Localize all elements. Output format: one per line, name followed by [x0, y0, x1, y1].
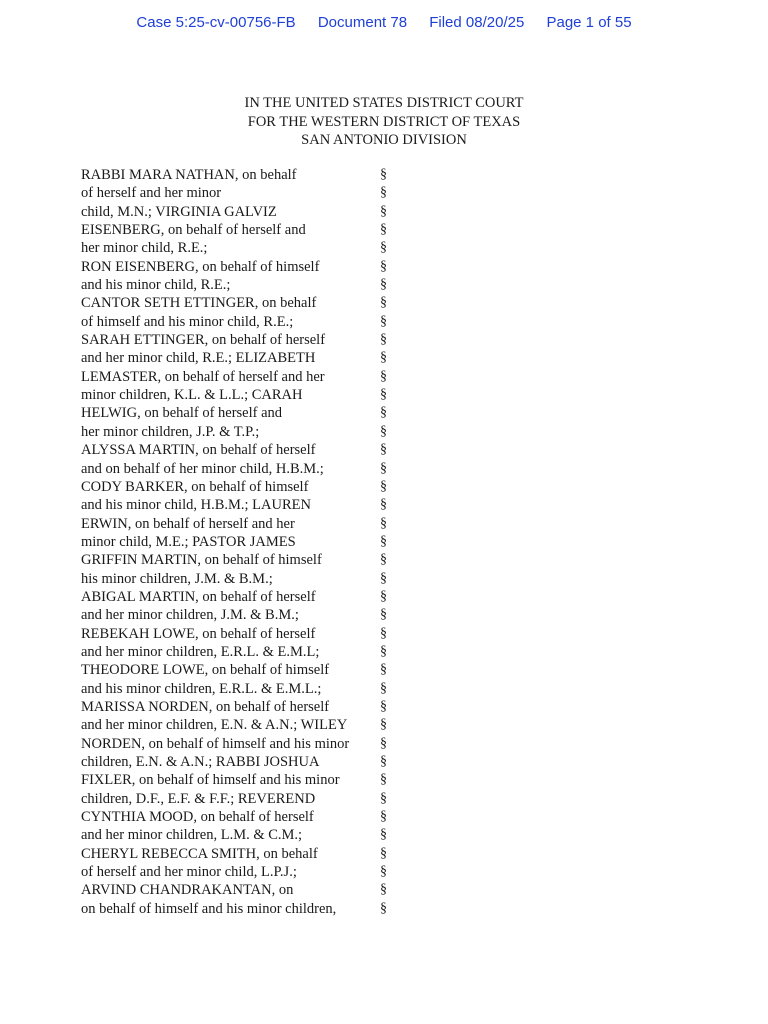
- party-text: ARVIND CHANDRAKANTAN, on: [81, 882, 294, 899]
- caption-row: [81, 753, 401, 771]
- caption-row: [81, 478, 401, 496]
- party-text: her minor children, J.P. & T.P.;: [81, 423, 260, 440]
- case-caption: [81, 166, 401, 918]
- party-text: ERWIN, on behalf of herself and her: [81, 515, 295, 532]
- party-text: SARAH ETTINGER, on behalf of herself: [81, 332, 326, 349]
- party-text: and her minor children, E.R.L. & E.M.L;: [81, 643, 320, 660]
- party-text: REBEKAH LOWE, on behalf of herself: [81, 625, 316, 642]
- party-text: children, E.N. & A.N.; RABBI JOSHUA: [81, 754, 320, 770]
- document-number: Document 78: [317, 14, 408, 31]
- party-text: and his minor child, H.B.M.; LAUREN: [81, 497, 311, 514]
- section-symbol: §: [380, 772, 387, 788]
- ecf-filing-header: [0, 14, 768, 31]
- caption-row: [81, 441, 401, 459]
- court-district-line: FOR THE WESTERN DISTRICT OF TEXAS: [247, 113, 521, 130]
- section-symbol: §: [380, 295, 387, 311]
- section-symbol: §: [380, 240, 387, 256]
- caption-row: [81, 166, 401, 184]
- section-symbol: §: [380, 423, 387, 439]
- party-text: and her minor children, E.N. & A.N.; WILEY: [81, 717, 348, 734]
- party-text: FIXLER, on behalf of himself and his minor: [81, 772, 340, 789]
- caption-row: [81, 294, 401, 312]
- party-text: of herself and her minor: [81, 185, 222, 202]
- party-text: CODY BARKER, on behalf of himself: [81, 478, 309, 495]
- caption-row: [81, 790, 401, 808]
- section-symbol: §: [380, 387, 387, 403]
- section-symbol: §: [380, 515, 387, 531]
- party-text: on behalf of himself and his minor children,: [81, 900, 337, 917]
- caption-row: [81, 570, 401, 588]
- section-symbol: §: [380, 864, 387, 880]
- party-text: CHERYL REBECCA SMITH, on behalf: [81, 845, 318, 862]
- section-symbol: §: [380, 588, 387, 604]
- caption-row: [81, 239, 401, 257]
- court-heading: [0, 94, 768, 150]
- caption-row: [81, 349, 401, 367]
- party-text: and his minor child, R.E.;: [81, 277, 231, 294]
- section-symbol: §: [380, 167, 387, 182]
- section-symbol: §: [380, 478, 387, 494]
- section-symbol: §: [380, 203, 387, 219]
- caption-row: [81, 515, 401, 533]
- caption-row: [81, 404, 401, 422]
- section-symbol: §: [380, 607, 387, 623]
- party-text: of himself and his minor child, R.E.;: [81, 313, 294, 330]
- caption-row: [81, 368, 401, 386]
- party-text: and on behalf of her minor child, H.B.M.;: [81, 460, 324, 477]
- party-text: GRIFFIN MARTIN, on behalf of himself: [81, 552, 322, 569]
- caption-row: [81, 863, 401, 881]
- party-text: CYNTHIA MOOD, on behalf of herself: [81, 809, 314, 826]
- section-symbol: §: [380, 277, 387, 293]
- caption-row: [81, 203, 401, 221]
- caption-row: [81, 551, 401, 569]
- party-text: minor child, M.E.; PASTOR JAMES: [81, 533, 296, 550]
- party-text: LEMASTER, on behalf of herself and her: [81, 368, 325, 385]
- party-text: THEODORE LOWE, on behalf of himself: [81, 662, 330, 679]
- section-symbol: §: [380, 405, 387, 421]
- caption-row: [81, 771, 401, 789]
- party-text: and her minor children, J.M. & B.M.;: [81, 607, 299, 624]
- caption-row: [81, 533, 401, 551]
- party-text: his minor children, J.M. & B.M.;: [81, 570, 273, 587]
- section-symbol: §: [380, 809, 387, 825]
- caption-row: [81, 184, 401, 202]
- caption-row: [81, 643, 401, 661]
- section-symbol: §: [380, 698, 387, 714]
- section-symbol: §: [380, 680, 387, 696]
- section-symbol: §: [380, 368, 387, 384]
- party-text: and his minor children, E.R.L. & E.M.L.;: [81, 680, 322, 697]
- party-text: MARISSA NORDEN, on behalf of herself: [81, 698, 330, 715]
- caption-row: [81, 826, 401, 844]
- section-symbol: §: [380, 222, 387, 238]
- caption-row: [81, 331, 401, 349]
- party-text: children, D.F., E.F. & F.F.; REVEREND: [81, 790, 316, 807]
- section-symbol: §: [380, 570, 387, 586]
- caption-row: [81, 808, 401, 826]
- section-symbol: §: [380, 313, 387, 329]
- section-symbol: §: [380, 845, 387, 861]
- party-text: CANTOR SETH ETTINGER, on behalf: [81, 295, 317, 312]
- section-symbol: §: [380, 735, 387, 751]
- party-text: minor children, K.L. & L.L.; CARAH: [81, 387, 303, 404]
- case-number: Case 5:25-cv-00756-FB: [136, 14, 296, 31]
- caption-row: [81, 900, 401, 918]
- court-division-line: SAN ANTONIO DIVISION: [301, 132, 467, 148]
- caption-row: [81, 735, 401, 753]
- caption-row: [81, 716, 401, 734]
- caption-row: [81, 606, 401, 624]
- party-text: ABIGAL MARTIN, on behalf of herself: [81, 588, 316, 605]
- section-symbol: §: [380, 827, 387, 843]
- section-symbol: §: [380, 900, 387, 916]
- section-symbol: §: [380, 754, 387, 769]
- section-symbol: §: [380, 533, 387, 549]
- caption-row: [81, 276, 401, 294]
- section-symbol: §: [380, 442, 387, 458]
- caption-row: [81, 845, 401, 863]
- caption-row: [81, 680, 401, 698]
- caption-row: [81, 386, 401, 404]
- party-text: her minor child, R.E.;: [81, 240, 208, 257]
- party-text: and her minor children, L.M. & C.M.;: [81, 827, 303, 844]
- caption-row: [81, 423, 401, 441]
- party-text: child, M.N.; VIRGINIA GALVIZ: [81, 203, 277, 220]
- party-text: and her minor child, R.E.; ELIZABETH: [81, 350, 316, 367]
- party-text: NORDEN, on behalf of himself and his minor: [81, 735, 350, 752]
- caption-row: [81, 258, 401, 276]
- caption-row: [81, 588, 401, 606]
- party-text: ALYSSA MARTIN, on behalf of herself: [81, 442, 316, 459]
- party-text: of herself and her minor child, L.P.J.;: [81, 864, 297, 881]
- section-symbol: §: [380, 350, 387, 366]
- party-text: HELWIG, on behalf of herself and: [81, 405, 283, 422]
- caption-row: [81, 625, 401, 643]
- section-symbol: §: [380, 662, 387, 678]
- section-symbol: §: [380, 460, 387, 476]
- caption-row: [81, 221, 401, 239]
- section-symbol: §: [380, 882, 387, 898]
- caption-row: [81, 661, 401, 679]
- caption-row: [81, 496, 401, 514]
- section-symbol: §: [380, 790, 387, 806]
- section-symbol: §: [380, 258, 387, 274]
- section-symbol: §: [380, 643, 387, 659]
- caption-row: [81, 881, 401, 899]
- caption-row: [81, 460, 401, 478]
- filed-date: Filed 08/20/25: [429, 14, 525, 31]
- section-symbol: §: [380, 497, 387, 513]
- section-symbol: §: [380, 552, 387, 568]
- section-symbol: §: [380, 332, 387, 348]
- party-text: RABBI MARA NATHAN, on behalf: [81, 167, 297, 183]
- party-text: EISENBERG, on behalf of herself and: [81, 222, 306, 239]
- section-symbol: §: [380, 185, 387, 201]
- caption-row: [81, 698, 401, 716]
- caption-row: [81, 313, 401, 331]
- section-symbol: §: [380, 717, 387, 733]
- section-symbol: §: [380, 625, 387, 641]
- court-name-line: IN THE UNITED STATES DISTRICT COURT: [244, 95, 524, 111]
- party-text: RON EISENBERG, on behalf of himself: [81, 258, 320, 275]
- page-number: Page 1 of 55: [546, 14, 632, 31]
